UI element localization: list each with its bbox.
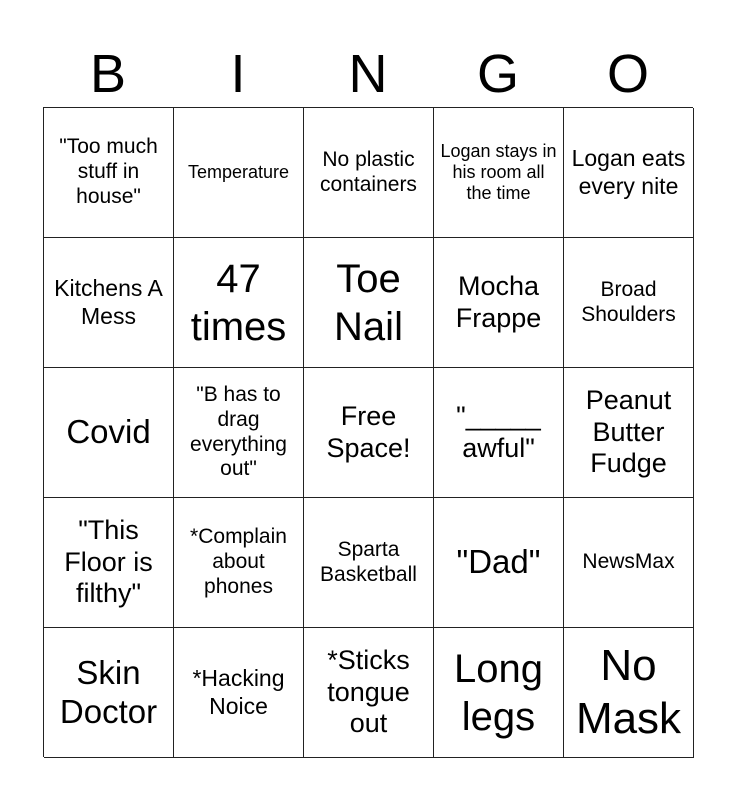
bingo-cell[interactable] [304, 108, 434, 238]
bingo-cell-free-space[interactable] [304, 368, 434, 498]
bingo-cell[interactable] [564, 628, 694, 758]
bingo-cell[interactable] [174, 628, 304, 758]
bingo-header [43, 40, 693, 108]
bingo-cell-text: "This Floor is filthy" [64, 514, 153, 609]
bingo-cell-text: Skin Doctor [59, 653, 158, 730]
bingo-cell[interactable] [174, 368, 304, 498]
bingo-cell-text: Logan stays in his room all the time [440, 140, 557, 204]
header-letter-i: I [230, 44, 246, 104]
bingo-cell-text: *Complain about phones [190, 525, 287, 598]
bingo-cell-text: *Sticks tongue out [327, 644, 410, 739]
bingo-cell-text: 47 times [190, 256, 287, 349]
bingo-cell-text: Broad Shoulders [581, 277, 676, 326]
bingo-cell-text: No Mask [575, 640, 682, 743]
bingo-cell[interactable] [564, 108, 694, 238]
bingo-cell-text: Sparta Basketball [320, 537, 417, 586]
bingo-cell-text: NewsMax [582, 550, 675, 574]
bingo-cell-text: Long legs [454, 646, 543, 739]
bingo-cell-text: *Hacking Noice [192, 665, 285, 719]
bingo-cell-text: Peanut Butter Fudge [585, 384, 672, 479]
bingo-cell-text: Temperature [187, 161, 290, 182]
bingo-cell[interactable] [564, 498, 694, 628]
bingo-cell-text: Covid [66, 413, 151, 451]
bingo-cell[interactable] [44, 628, 174, 758]
header-letter-g: G [476, 44, 519, 104]
bingo-grid [43, 107, 693, 757]
bingo-cell[interactable] [304, 628, 434, 758]
bingo-cell[interactable] [434, 108, 564, 238]
bingo-cell[interactable] [304, 238, 434, 368]
bingo-cell-text: Mocha Frappe [455, 270, 542, 333]
bingo-cell-text: Toe Nail [334, 256, 403, 349]
bingo-cell-text: "Too much stuff in house" [59, 135, 158, 208]
bingo-cell[interactable] [44, 108, 174, 238]
bingo-cell-text: "Dad" [456, 543, 541, 581]
bingo-cell-text: "B has to drag everything out" [190, 382, 287, 481]
bingo-cell[interactable] [44, 498, 174, 628]
bingo-cell[interactable] [304, 498, 434, 628]
bingo-cell-text: Free Space! [326, 400, 411, 463]
bingo-cell[interactable] [44, 238, 174, 368]
bingo-cell[interactable] [434, 238, 564, 368]
bingo-cell-text: "_____ awful" [456, 400, 541, 463]
bingo-cell[interactable] [564, 238, 694, 368]
bingo-cell-text: No plastic containers [320, 147, 417, 196]
bingo-cell[interactable] [564, 368, 694, 498]
bingo-cell[interactable] [434, 368, 564, 498]
bingo-cell[interactable] [174, 238, 304, 368]
bingo-cell-text: Kitchens A Mess [54, 275, 163, 329]
bingo-cell[interactable] [434, 628, 564, 758]
header-letter-n: N [348, 44, 388, 104]
bingo-cell[interactable] [174, 108, 304, 238]
header-letter-o: O [606, 44, 649, 104]
bingo-cell[interactable] [44, 368, 174, 498]
bingo-cell[interactable] [434, 498, 564, 628]
bingo-cell-text: Logan eats every nite [571, 145, 686, 199]
bingo-cell[interactable] [174, 498, 304, 628]
header-letter-b: B [89, 44, 127, 104]
